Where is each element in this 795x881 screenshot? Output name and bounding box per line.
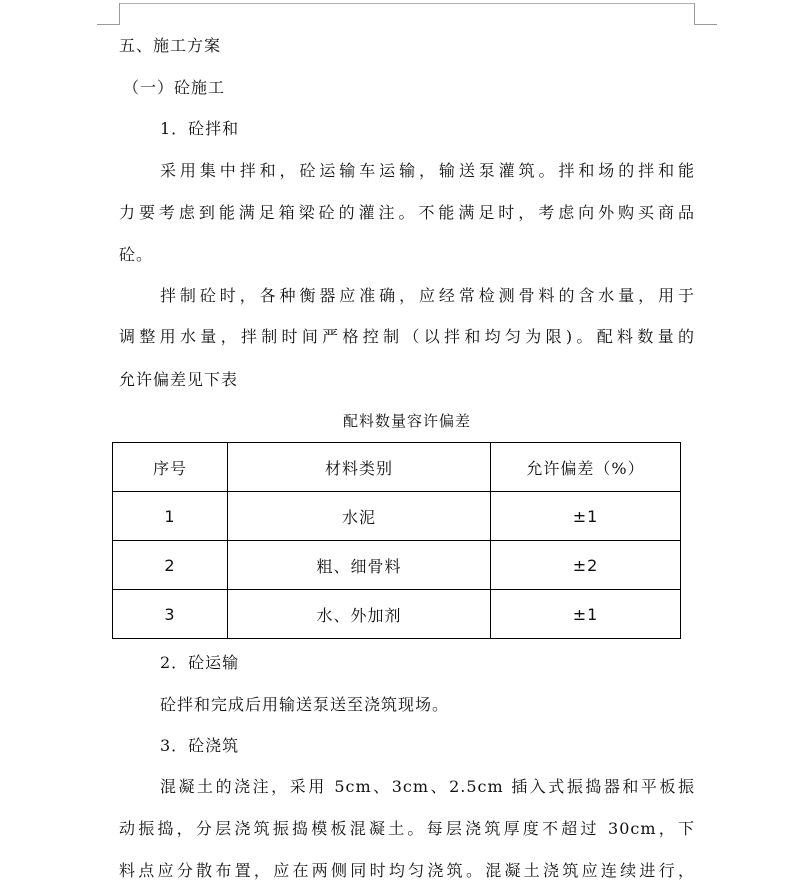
corner-mark-top-left bbox=[97, 24, 119, 25]
table-cell: 3 bbox=[113, 590, 228, 639]
item3-title: 3．砼浇筑 bbox=[160, 736, 240, 755]
paragraph-line: 砼。 bbox=[119, 245, 154, 264]
item2-title: 2．砼运输 bbox=[160, 653, 240, 672]
paragraph-line: 砼拌和完成后用输送泵送至浇筑现场。 bbox=[160, 695, 450, 714]
paragraph-line: 调整用水量，拌制时间严格控制（以拌和均匀为限)。配料数量的 bbox=[119, 327, 695, 346]
subsection-heading: （一）砼施工 bbox=[123, 78, 226, 97]
corner-mark-top-left bbox=[119, 3, 120, 25]
column-header: 材料类别 bbox=[228, 443, 491, 492]
page-top-edge bbox=[119, 3, 695, 4]
table-row bbox=[113, 590, 681, 639]
table-cell: 2 bbox=[113, 541, 228, 590]
tolerance-table bbox=[112, 442, 681, 639]
paragraph-line: 允许偏差见下表 bbox=[119, 370, 239, 389]
column-header: 序号 bbox=[113, 443, 228, 492]
corner-mark-top-right bbox=[694, 3, 695, 25]
section-heading: 五、施工方案 bbox=[119, 36, 222, 55]
table-cell: 粗、细骨料 bbox=[228, 541, 491, 590]
paragraph-line: 料点应分散布置，应在两侧同时均匀浇筑。混凝土浇筑应连续进行， bbox=[119, 861, 695, 880]
table-cell: 1 bbox=[113, 492, 228, 541]
table-caption: 配料数量容许偏差 bbox=[342, 412, 471, 430]
corner-mark-top-right bbox=[695, 24, 717, 25]
paragraph-line: 拌制砼时，各种衡器应准确，应经常检测骨料的含水量，用于 bbox=[160, 286, 695, 305]
item1-title: 1．砼拌和 bbox=[160, 119, 240, 138]
table-cell: 水、外加剂 bbox=[228, 590, 491, 639]
table-row bbox=[113, 492, 681, 541]
paragraph-line: 力要考虑到能满足箱梁砼的灌注。不能满足时，考虑向外购买商品 bbox=[119, 203, 695, 222]
paragraph-line: 采用集中拌和，砼运输车运输，输送泵灌筑。拌和场的拌和能 bbox=[160, 161, 695, 180]
table-cell: ±1 bbox=[491, 590, 681, 639]
paragraph-line: 动振捣，分层浇筑振捣模板混凝土。每层浇筑厚度不超过 30cm，下 bbox=[119, 819, 695, 838]
paragraph-line: 混凝土的浇注，采用 5cm、3cm、2.5cm 插入式振捣器和平板振 bbox=[160, 777, 695, 796]
table-row bbox=[113, 541, 681, 590]
table-cell: 水泥 bbox=[228, 492, 491, 541]
table-cell: ±1 bbox=[491, 492, 681, 541]
column-header: 允许偏差（%） bbox=[491, 443, 681, 492]
table-header-row bbox=[113, 443, 681, 492]
table-cell: ±2 bbox=[491, 541, 681, 590]
